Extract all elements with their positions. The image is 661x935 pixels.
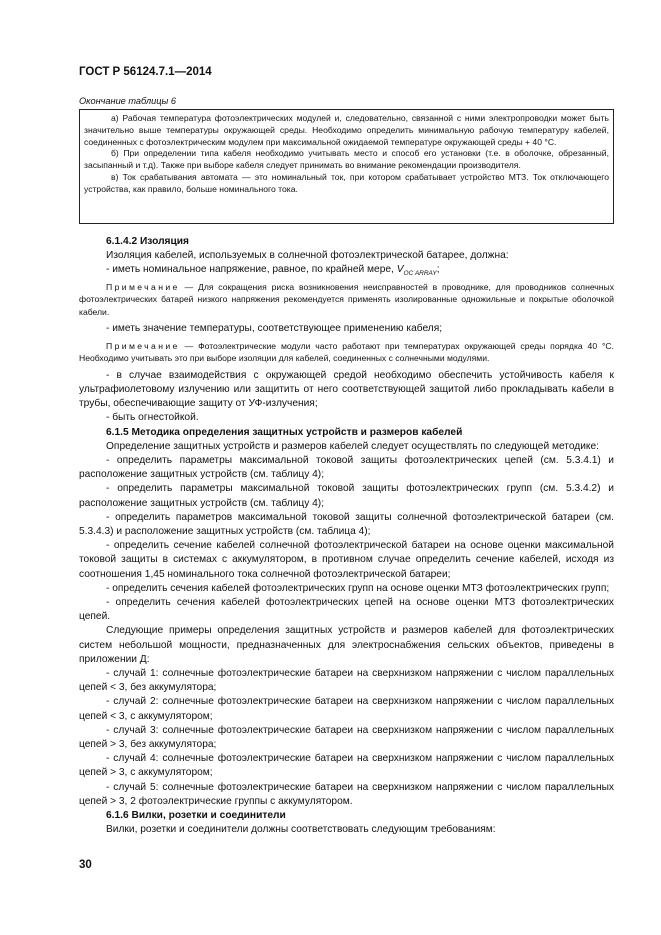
method-step: - определить сечение кабелей солнечной фотоэлектрической батареи на основе оценки максимальной токовой защиты в системах с аккумулятором, в противном случае определить сечение кабелей, исходя из соотношения 1,45 номинального тока солнечной фотоэлектрической батареи; [79,540,614,580]
table-notes-box [79,109,614,224]
plugs-intro: Вилки, розетки и соединители должны соответствовать следующим требованиям: [106,824,496,836]
note-1-text: — Для сокращения риска возникновения неисправностей в проводнике, для проводников солнечных фотоэлектрических батарей низкого напряжения рекомендуется применять изолированные одножильные и покрытые оболочкой кабели. [79,281,615,317]
section-heading-method: 6.1.5 Методика определения защитных устройств и размеров кабелей [106,426,463,438]
isolation-requirement-uv: - в случае взаимодействия с окружающей средой необходимо обеспечить устойчивость кабеля к ультрафиолетовому излучению или защитить от него соответствующей защитой либо прокладывать кабели в трубы, обеспечивающие защиту от УФ-излучения; [79,369,614,410]
examples-intro: Следующие примеры определения защитных устройств и размеров кабелей для фотоэлектрических систем небольшой мощности, предназначенных для электроснабжения сельских объектов, приведены в приложении Д: [79,625,614,665]
section-heading-isolation: 6.1.4.2 Изоляция [106,236,189,247]
table-note-a: а) Рабочая температура фотоэлектрических модулей и, следовательно, связанной с ними электропроводки может быть значительно выше температуры окружающей среды. Необходимо определить минимальную рабочую температуру кабелей, соединенных с фотоэлектрическим модулем при максимальной ожидаемой температуре окружающей среды + 40 °C. [84,113,609,147]
example-case: - случай 1: солнечные фотоэлектрические батареи на сверхнизком напряжении с числом параллельных цепей < 3, без аккумулятора; [79,668,614,694]
note-2-text: — Фотоэлектрические модули часто работают при температурах окружающей среды порядка 40 °C. Необходимо учитывать это при выборе изоляции для кабелей, соединенных с солнечными модулями. [79,340,614,364]
table-caption: Окончание таблицы 6 [79,96,176,106]
method-step: - определить сечения кабелей фотоэлектрических цепей на основе оценки МТЗ фотоэлектрических цепей. [79,597,614,623]
method-step: - определить сечения кабелей фотоэлектрических групп на основе оценки МТЗ фотоэлектрических групп; [106,582,610,594]
example-case: - случай 4: солнечные фотоэлектрические батареи на сверхнизком напряжении с числом параллельных цепей > 3, с аккумулятором; [79,753,614,779]
requirement-text: - иметь номинальное напряжение, равное, по крайней мере, [106,264,397,276]
isolation-requirement-voltage [79,263,614,277]
example-case: - случай 2: солнечные фотоэлектрические батареи на сверхнизком напряжении с числом параллельных цепей < 3, с аккумулятором; [79,696,614,722]
method-step: - определить параметров максимальной токовой защиты солнечной фотоэлектрической батареи (см. 5.3.4.3) и расположение защитных устройств (см. таблица 4); [79,511,614,538]
example-case: - случай 5: солнечные фотоэлектрические батареи на сверхнизком напряжении с числом параллельных цепей > 3, 2 фотоэлектрические группы с аккумулятором. [79,781,614,807]
table-note-c: в) Ток срабатывания автомата — это номинальный ток, при котором срабатывает устройство МТЗ. Ток отключающего устройства, как правило, больше номинального тока. [84,171,609,194]
page-number: 30 [79,859,92,871]
document-id: ГОСТ Р 56124.7.1—2014 [79,66,212,78]
table-note-b: б) При определении типа кабеля необходимо учитывать место и способ его установки (т.е. в оболочке, обрезанный, засыпанный и т.д). Также при выборе кабеля следует принимать во внимание рекомендации производителя. [84,148,609,171]
isolation-requirement-temperature: - иметь значение температуры, соответствующее применению кабеля; [106,323,443,335]
method-intro: Определение защитных устройств и размеров кабелей следует осуществлять по следующей методике: [106,440,600,452]
note-label: Примечание [106,340,180,351]
voltage-symbol: V [396,264,404,276]
method-step: - определить параметры максимальной токовой защиты фотоэлектрических цепей (см. 5.3.4.1) и расположение защитных устройств (см. таблицу 4); [79,455,614,481]
isolation-requirement-fire: - быть огнестойкой. [106,412,199,424]
note-1 [79,281,614,319]
method-step: - определить параметры максимальной токовой защиты фотоэлектрических групп (см. 5.3.4.2) и расположение защитных устройств (см. таблицу 4); [79,483,614,509]
isolation-intro: Изоляция кабелей, используемых в солнечной фотоэлектрической батарее, должна: [106,250,509,262]
note-2 [79,340,614,365]
requirement-end: ; [436,264,440,276]
section-heading-plugs: 6.1.6 Вилки, розетки и соединители [106,810,286,822]
note-label: Примечание [106,281,180,292]
main-text [79,235,614,837]
example-case: - случай 3: солнечные фотоэлектрические батареи на сверхнизком напряжении с числом параллельных цепей > 3, без аккумулятора; [79,724,614,751]
voltage-subscript: OC ARRAY [403,270,437,278]
